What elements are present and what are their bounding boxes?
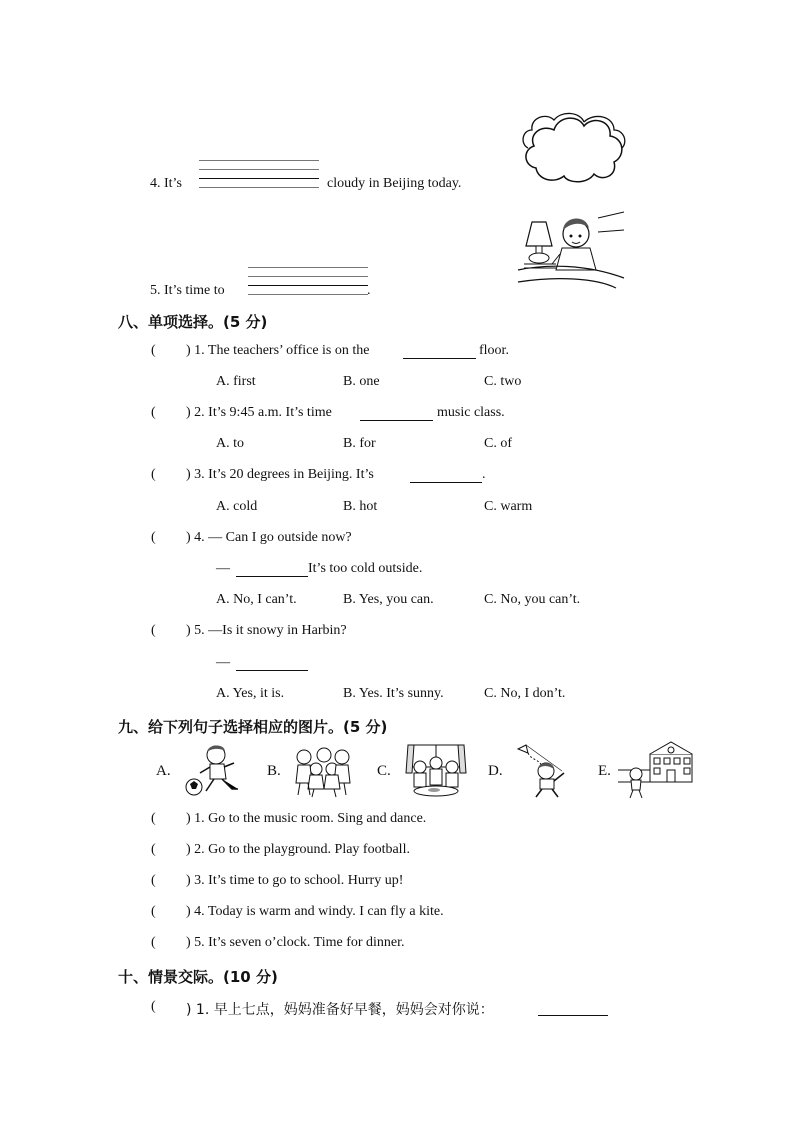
s8-q4-option-c: C. No, you can’t. [484, 592, 581, 607]
s9-q1: ) 1. Go to the music room. Sing and dance. [186, 811, 427, 826]
section8-title: 八、单项选择。(5 分) [118, 313, 268, 331]
picture-label-d: D. [488, 763, 503, 779]
child-flying-kite-picture [512, 743, 572, 799]
s8-q4-reply-dash: — [216, 561, 230, 576]
s8-q5-option-a: A. Yes, it is. [216, 686, 285, 701]
paren-open: ( [151, 999, 156, 1014]
paren-open: ( [151, 343, 156, 358]
s8-q4-option-a: A. No, I can’t. [216, 592, 297, 607]
s8-q1-blank[interactable] [403, 343, 476, 359]
section10-title: 十、情景交际。(10 分) [118, 968, 278, 986]
picture-label-b: B. [267, 763, 281, 779]
q5-suffix: . [367, 283, 371, 298]
s8-q5-stem: ) 5. —Is it snowy in Harbin? [186, 623, 347, 638]
paren-open: ( [151, 904, 156, 919]
paren-open: ( [151, 935, 156, 950]
s9-q2: ) 2. Go to the playground. Play football. [186, 842, 410, 857]
picture-label-c: C. [377, 763, 391, 779]
s10-q1-blank[interactable] [538, 999, 608, 1016]
s8-q3-option-b: B. hot [343, 499, 378, 514]
cloud-picture [518, 108, 630, 186]
s8-q2-option-c: C. of [484, 436, 512, 451]
s8-q4-stem: ) 4. — Can I go outside now? [186, 530, 352, 545]
paren-open: ( [151, 467, 156, 482]
q4-suffix: cloudy in Beijing today. [327, 176, 462, 191]
s8-q4-blank[interactable] [236, 561, 308, 577]
s8-q3-blank[interactable] [410, 467, 482, 483]
picture-label-e: E. [598, 763, 611, 779]
q5-prefix: 5. It’s time to [150, 283, 225, 298]
s8-q2-option-b: B. for [343, 436, 376, 451]
s8-q1-option-a: A. first [216, 374, 256, 389]
children-singing-picture [290, 743, 356, 799]
boy-playing-football-picture [180, 743, 250, 799]
paren-open: ( [151, 811, 156, 826]
s8-q5-option-c: C. No, I don’t. [484, 686, 566, 701]
s8-q2-blank[interactable] [360, 405, 433, 421]
s8-q3-stem: ) 3. It’s 20 degrees in Beijing. It’s [186, 467, 374, 482]
family-dinner-picture [404, 743, 468, 799]
boy-in-bed-picture [516, 208, 626, 290]
q5-writing-lines[interactable] [248, 267, 368, 303]
s8-q4-option-b: B. Yes, you can. [343, 592, 434, 607]
s8-q1-stem: ) 1. The teachers’ office is on the [186, 343, 370, 358]
paren-open: ( [151, 842, 156, 857]
s9-q3: ) 3. It’s time to go to school. Hurry up! [186, 873, 404, 888]
paren-open: ( [151, 530, 156, 545]
s9-q4: ) 4. Today is warm and windy. I can fly a kite. [186, 904, 444, 919]
s8-q4-reply-after: It’s too cold outside. [308, 561, 423, 576]
s8-q2-option-a: A. to [216, 436, 244, 451]
s8-q1-option-c: C. two [484, 374, 522, 389]
s8-q5-reply-dash: — [216, 655, 230, 670]
s8-q2-after: music class. [437, 405, 505, 420]
child-running-to-school-picture [616, 740, 694, 800]
s8-q5-option-b: B. Yes. It’s sunny. [343, 686, 444, 701]
section9-title: 九、给下列句子选择相应的图片。(5 分) [118, 718, 388, 736]
paren-open: ( [151, 623, 156, 638]
s8-q3-after: . [482, 467, 486, 482]
s8-q3-option-c: C. warm [484, 499, 533, 514]
s8-q2-stem: ) 2. It’s 9:45 a.m. It’s time [186, 405, 332, 420]
s8-q5-blank[interactable] [236, 655, 308, 671]
s9-q5: ) 5. It’s seven o’clock. Time for dinner. [186, 935, 405, 950]
paren-open: ( [151, 873, 156, 888]
s10-q1: ) 1. 早上七点，妈妈准备好早餐，妈妈会对你说： [186, 1002, 494, 1018]
s8-q1-after: floor. [479, 343, 509, 358]
s8-q3-option-a: A. cold [216, 499, 258, 514]
q4-prefix: 4. It’s [150, 176, 182, 191]
q4-writing-lines[interactable] [199, 160, 319, 196]
paren-open: ( [151, 405, 156, 420]
picture-label-a: A. [156, 763, 171, 779]
s8-q1-option-b: B. one [343, 374, 380, 389]
